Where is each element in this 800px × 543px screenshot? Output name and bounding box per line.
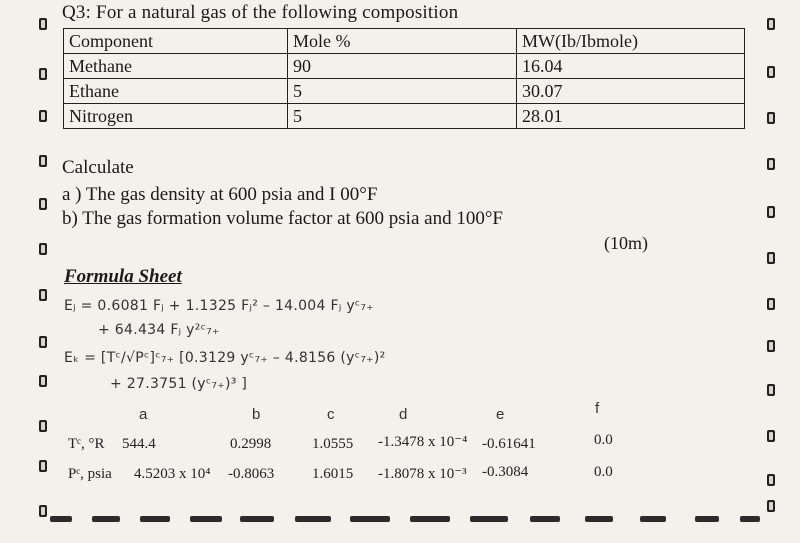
cell-component: Nitrogen	[64, 104, 288, 129]
header-molecular-weight: MW(Ib/Ibmole)	[517, 29, 745, 54]
formula-ej-line1: Eⱼ = 0.6081 Fⱼ + 1.1325 Fⱼ² – 14.004 Fⱼ yᶜ₇₊	[64, 298, 374, 314]
coef-row-label-tc: Tᶜ, °R	[68, 436, 105, 452]
cell-mole-percent: 90	[288, 54, 517, 79]
coef-cell: 0.0	[594, 432, 613, 448]
cell-component: Methane	[64, 54, 288, 79]
coef-cell: 0.2998	[230, 436, 272, 452]
coef-cell: 0.0	[594, 464, 613, 480]
coef-row-label-pc: Pᶜ, psia	[68, 466, 112, 482]
coef-header-e: e	[496, 406, 505, 423]
header-mole-percent: Mole %	[288, 29, 517, 54]
coef-header-b: b	[252, 406, 261, 423]
binder-holes-right	[764, 0, 778, 543]
table-row	[64, 79, 745, 104]
marks-label: (10m)	[604, 233, 648, 253]
coef-cell: 1.0555	[312, 436, 354, 452]
binder-holes-bottom	[40, 516, 770, 524]
formula-sheet-title: Formula Sheet	[64, 266, 182, 287]
cell-molecular-weight: 30.07	[517, 79, 745, 104]
formula-ek-line2: + 27.3751 (yᶜ₇₊)³ ]	[110, 376, 248, 392]
coef-cell: -0.3084	[482, 464, 529, 480]
part-a-text: a ) The gas density at 600 psia and I 00°F	[62, 184, 378, 205]
cell-component: Ethane	[64, 79, 288, 104]
formula-ek-line1: Eₖ = [Tᶜ/√Pᶜ]ᶜ₇₊ [0.3129 yᶜ₇₊ – 4.8156 (yᶜ₇₊)²	[64, 350, 386, 366]
coef-cell: 1.6015	[312, 466, 354, 482]
cell-mole-percent: 5	[288, 79, 517, 104]
coef-header-f: f	[595, 400, 600, 417]
cell-mole-percent: 5	[288, 104, 517, 129]
header-component: Component	[64, 29, 288, 54]
table-row	[64, 104, 745, 129]
coef-cell: 544.4	[122, 436, 156, 452]
table-header-row	[64, 29, 745, 54]
coef-cell: -0.61641	[482, 436, 536, 452]
table-row	[64, 54, 745, 79]
coef-header-d: d	[399, 406, 408, 423]
cell-molecular-weight: 16.04	[517, 54, 745, 79]
formula-ej-line2: + 64.434 Fⱼ y²ᶜ₇₊	[98, 322, 220, 338]
coef-header-a: a	[139, 406, 148, 423]
coef-cell: 4.5203 x 10⁴	[134, 466, 211, 482]
part-b-text: b) The gas formation volume factor at 600 psia and 100°F	[62, 208, 503, 229]
composition-table	[63, 28, 745, 129]
coef-header-c: c	[327, 406, 335, 423]
question-title: Q3: For a natural gas of the following composition	[62, 2, 459, 23]
coef-cell: -0.8063	[228, 466, 275, 482]
cell-molecular-weight: 28.01	[517, 104, 745, 129]
calculate-label: Calculate	[62, 157, 134, 178]
binder-holes-left	[36, 0, 50, 543]
coef-cell: -1.3478 x 10⁻⁴	[378, 434, 468, 450]
coef-cell: -1.8078 x 10⁻³	[378, 466, 467, 482]
